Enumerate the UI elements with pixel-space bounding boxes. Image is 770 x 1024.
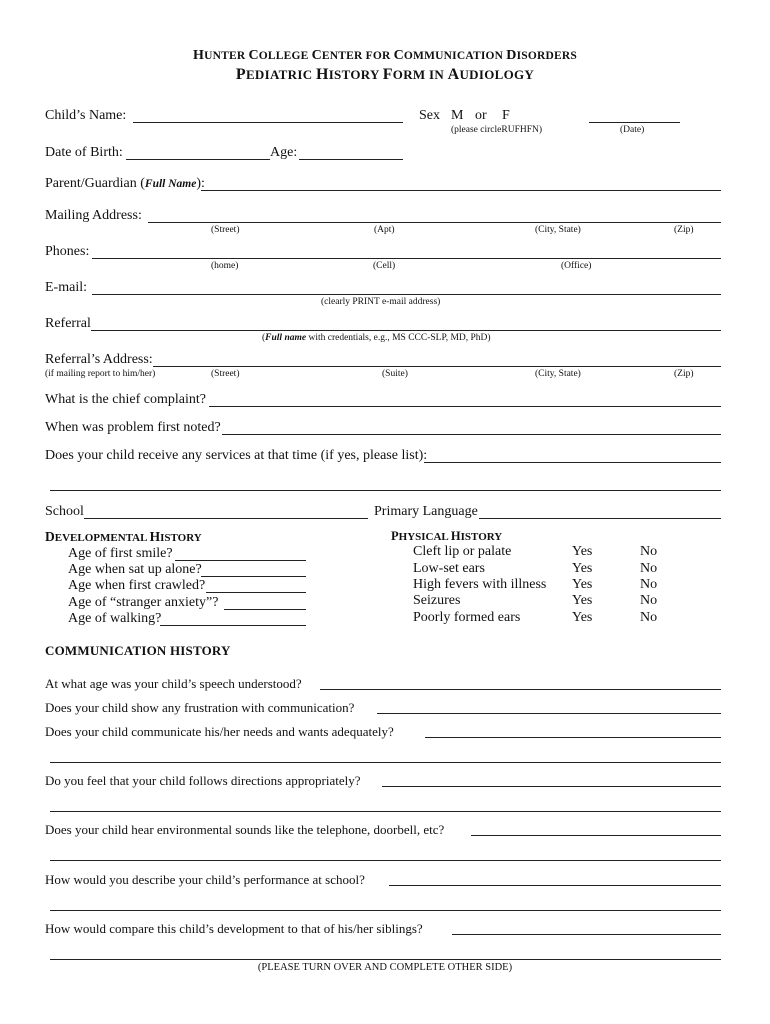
mailing-apt-sublabel: (Apt)	[374, 225, 395, 235]
referral-suite-sublabel: (Suite)	[382, 369, 408, 379]
phys-item-label: Poorly formed ears	[413, 610, 521, 625]
comm-q3-field-extra[interactable]	[50, 762, 721, 763]
services-field-extra[interactable]	[50, 490, 721, 491]
mailing-field[interactable]	[148, 222, 721, 223]
chief-complaint-label: What is the chief complaint?	[45, 392, 206, 407]
developmental-history-heading: DEVELOPMENTAL HISTORY	[45, 529, 202, 544]
services-field[interactable]	[424, 462, 721, 463]
dev-walking-field[interactable]	[160, 625, 306, 626]
dev-crawled-field[interactable]	[206, 592, 306, 593]
age-label: Age:	[270, 145, 298, 160]
dev-item-stranger-anxiety: Age of “stranger anxiety”?	[68, 595, 219, 610]
school-field[interactable]	[84, 518, 368, 519]
comm-q7-field-extra[interactable]	[50, 959, 721, 960]
referral-sublabel: (Full name with credentials, e.g., MS CCC-SLP, MD, PhD)	[262, 333, 491, 343]
phone-home-sublabel: (home)	[211, 261, 239, 271]
school-label: School	[45, 504, 84, 519]
referral-field[interactable]	[91, 330, 721, 331]
age-field[interactable]	[299, 159, 403, 160]
dev-stranger-anxiety-field[interactable]	[224, 609, 306, 610]
phones-label: Phones:	[45, 244, 90, 259]
referral-zip-sublabel: (Zip)	[674, 369, 694, 379]
dev-item-crawled: Age when first crawled?	[68, 578, 206, 593]
referral-city-sublabel: (City, State)	[535, 369, 581, 379]
email-label: E-mail:	[45, 280, 87, 295]
sex-option-m[interactable]: M	[451, 108, 464, 123]
first-noted-field[interactable]	[222, 434, 721, 435]
comm-q5-label: Does your child hear environmental sounds like the telephone, doorbell, etc?	[45, 822, 445, 837]
phys-no-option[interactable]: No	[640, 561, 658, 576]
services-label: Does your child receive any services at that time (if yes, please list):	[45, 448, 428, 463]
communication-history-heading: COMMUNICATION HISTORY	[45, 643, 231, 658]
mailing-zip-sublabel: (Zip)	[674, 225, 694, 235]
referral-address-label: Referral’s Address:	[45, 352, 153, 367]
comm-q2-field[interactable]	[377, 713, 721, 714]
comm-q3-field[interactable]	[425, 737, 721, 738]
comm-q2-label: Does your child show any frustration with communication?	[45, 700, 355, 715]
mailing-city-sublabel: (City, State)	[535, 225, 581, 235]
parent-field[interactable]	[201, 190, 721, 191]
comm-q5-field[interactable]	[471, 835, 721, 836]
comm-q6-field-extra[interactable]	[50, 910, 721, 911]
dev-item-sat-up: Age when sat up alone?	[68, 562, 202, 577]
footer-note: (PLEASE TURN OVER AND COMPLETE OTHER SIDE)	[257, 962, 513, 973]
first-noted-label: When was problem first noted?	[45, 420, 221, 435]
referral-address-note: (if mailing report to him/her)	[45, 369, 156, 379]
sex-note: (please circleRUFHFN)	[451, 125, 543, 135]
dev-first-smile-field[interactable]	[175, 560, 306, 561]
phys-yes-option[interactable]: Yes	[572, 577, 593, 592]
phys-no-option[interactable]: No	[640, 544, 658, 559]
comm-q5-field-extra[interactable]	[50, 860, 721, 861]
sex-label: Sex	[419, 108, 440, 123]
sex-option-f[interactable]: F	[502, 108, 510, 123]
comm-q7-label: How would compare this child’s development to that of his/her siblings?	[45, 921, 423, 936]
mailing-label: Mailing Address:	[45, 208, 142, 223]
phys-no-option[interactable]: No	[640, 593, 658, 608]
date-field[interactable]	[589, 122, 680, 123]
referral-street-sublabel: (Street)	[211, 369, 240, 379]
dob-label: Date of Birth:	[45, 145, 123, 160]
dev-item-first-smile: Age of first smile?	[68, 546, 173, 561]
phys-yes-option[interactable]: Yes	[572, 593, 593, 608]
dev-sat-up-field[interactable]	[201, 576, 306, 577]
phys-no-option[interactable]: No	[640, 577, 658, 592]
comm-q1-field[interactable]	[320, 689, 721, 690]
form-title: PEDIATRIC HISTORY FORM IN AUDIOLOGY	[235, 66, 535, 83]
date-sublabel: (Date)	[620, 125, 645, 135]
email-field[interactable]	[92, 294, 721, 295]
comm-q6-label: How would you describe your child’s performance at school?	[45, 872, 365, 887]
phys-item-label: Cleft lip or palate	[413, 544, 512, 559]
comm-q3-label: Does your child communicate his/her needs and wants adequately?	[45, 724, 394, 739]
chief-complaint-field[interactable]	[209, 406, 721, 407]
child-name-label: Child’s Name:	[45, 108, 127, 123]
comm-q6-field[interactable]	[389, 885, 721, 886]
phones-field[interactable]	[92, 258, 721, 259]
primary-language-label: Primary Language	[374, 504, 478, 519]
phys-item-label: Low-set ears	[413, 561, 485, 576]
child-name-field[interactable]	[133, 122, 403, 123]
phone-cell-sublabel: (Cell)	[373, 261, 396, 271]
phone-office-sublabel: (Office)	[561, 261, 592, 271]
phys-yes-option[interactable]: Yes	[572, 544, 593, 559]
comm-q4-field[interactable]	[382, 786, 721, 787]
referral-label: Referral	[45, 316, 91, 331]
org-name: HUNTER COLLEGE CENTER FOR COMMUNICATION DISORDERS	[193, 48, 577, 63]
comm-q4-field-extra[interactable]	[50, 811, 721, 812]
comm-q4-label: Do you feel that your child follows directions appropriately?	[45, 773, 361, 788]
parent-label: Parent/Guardian (Full Name):	[45, 176, 205, 191]
phys-yes-option[interactable]: Yes	[572, 610, 593, 625]
dev-item-walking: Age of walking?	[68, 611, 162, 626]
sex-or: or	[475, 108, 487, 123]
email-sublabel: (clearly PRINT e-mail address)	[321, 297, 441, 307]
phys-no-option[interactable]: No	[640, 610, 658, 625]
comm-q7-field[interactable]	[452, 934, 721, 935]
phys-yes-option[interactable]: Yes	[572, 561, 593, 576]
primary-language-field[interactable]	[479, 518, 721, 519]
referral-address-field[interactable]	[153, 366, 721, 367]
phys-item-label: Seizures	[413, 593, 461, 608]
dob-field[interactable]	[126, 159, 270, 160]
mailing-street-sublabel: (Street)	[211, 225, 240, 235]
comm-q1-label: At what age was your child’s speech understood?	[45, 676, 302, 691]
phys-item-label: High fevers with illness	[413, 577, 547, 592]
physical-history-heading: PHYSICAL HISTORY	[391, 529, 503, 543]
